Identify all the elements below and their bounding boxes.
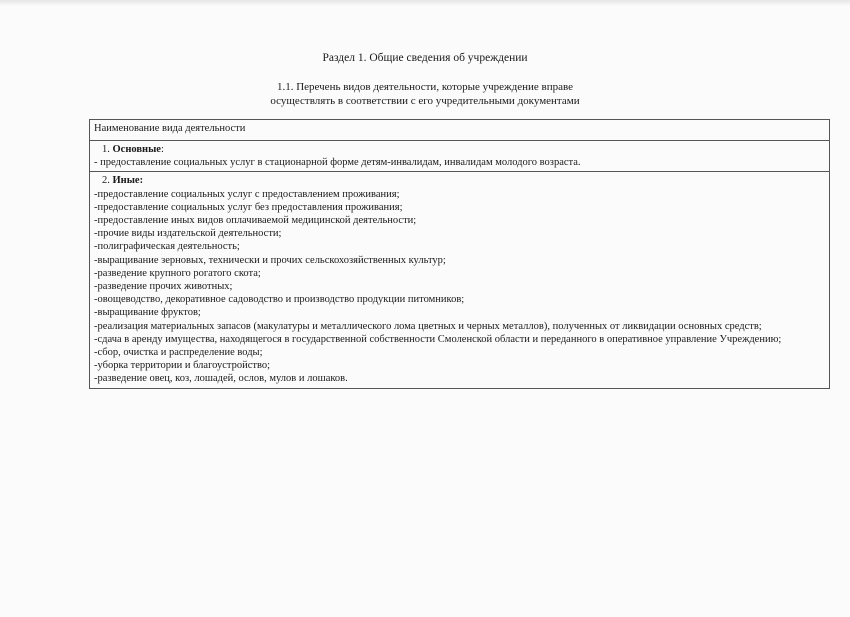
main-activities-list: [94, 156, 825, 169]
other-activities-cell: [90, 172, 830, 388]
list-item: -сбор, очистка и распределение воды;: [94, 347, 263, 359]
main-group-colon: :: [160, 144, 164, 155]
list-item: -полиграфическая деятельность;: [94, 241, 240, 253]
table-row-main: [90, 141, 830, 172]
list-item: -уборка территории и благоустройство;: [94, 360, 271, 372]
list-item: - предоставление социальных услуг в стационарной форме детям-инвалидам, инвалидам молодого возраста.: [94, 157, 581, 169]
main-activities-cell: [90, 141, 830, 172]
table-header-row: [90, 120, 830, 141]
main-group-label: Основные: [112, 144, 161, 155]
scan-edge: [0, 0, 850, 6]
main-group-title: [94, 143, 825, 156]
other-group-number: 2.: [102, 175, 110, 187]
subtitle-line-2: осуществлять в соответствии с его учредительными документами: [270, 95, 580, 107]
list-item: -сдача в аренду имущества, находящегося в государственной собственности Смоленской области и переданного в оперативное управление Учреждению;: [94, 333, 782, 345]
list-item: -выращивание фруктов;: [94, 307, 201, 319]
other-group-label: Иные:: [112, 175, 144, 187]
table-header-cell: Наименование вида деятельности: [90, 120, 830, 141]
list-item: -разведение крупного рогатого скота;: [94, 267, 261, 279]
section-title: Раздел 1. Общие сведения об учреждении: [322, 52, 528, 64]
list-item: -прочие виды издательской деятельности;: [94, 228, 282, 240]
list-item: -разведение овец, коз, лошадей, ослов, мулов и лошаков.: [94, 373, 348, 385]
list-item: -выращивание зерновых, технически и прочих сельскохозяйственных культур;: [94, 254, 446, 266]
subtitle: [0, 80, 850, 108]
main-group-number: 1.: [102, 144, 110, 155]
list-item: -предоставление социальных услуг с предоставлением проживания;: [94, 188, 400, 200]
list-item: -реализация материальных запасов (макулатуры и металлического лома цветных и черных металлов), полученных от ликвидации основных средств;: [94, 320, 762, 332]
list-item: -овощеводство, декоративное садоводство и производство продукции питомников;: [94, 294, 465, 306]
list-item: -предоставление социальных услуг без предоставления проживания;: [94, 201, 403, 213]
list-item: -разведение прочих животных;: [94, 281, 233, 293]
other-activities-list: [94, 188, 825, 386]
subtitle-line-1: 1.1. Перечень видов деятельности, которые учреждение вправе: [276, 81, 574, 93]
table-row-other: [90, 172, 830, 388]
activities-table: [89, 119, 830, 389]
other-group-title: [94, 174, 825, 187]
list-item: -предоставление иных видов оплачиваемой медицинской деятельности;: [94, 215, 417, 227]
